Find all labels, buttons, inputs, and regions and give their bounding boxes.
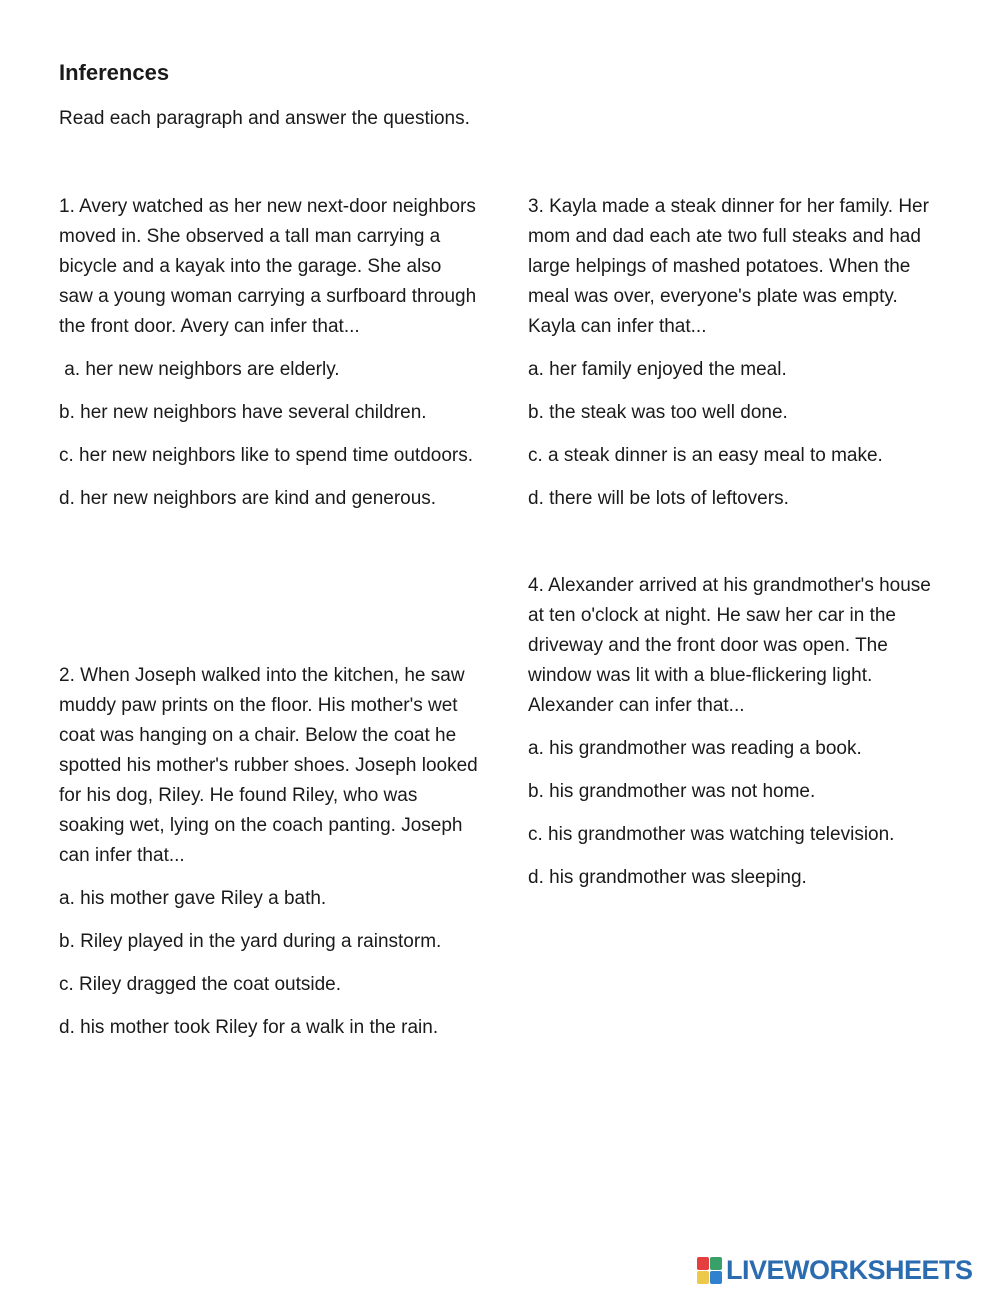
answer-option-a[interactable]: a. her new neighbors are elderly.	[59, 359, 340, 380]
answer-option-a[interactable]: a. her family enjoyed the meal.	[528, 359, 787, 380]
answer-option-c[interactable]: c. a steak dinner is an easy meal to make.	[528, 445, 883, 466]
question-prompt: 3. Kayla made a steak dinner for her family. Her mom and dad each ate two full steaks and had large helpings of mashed potatoes. When the meal was over, everyone's plate was empty. Kayla can infer that...	[528, 196, 929, 337]
answer-option-b[interactable]: b. her new neighbors have several children.	[59, 402, 427, 423]
question-prompt: 2. When Joseph walked into the kitchen, he saw muddy paw prints on the floor. His mother's wet coat was hanging on a chair. Below the coat he spotted his mother's rubber shoes. Joseph looked for his dog, Riley. He found Riley, who was soaking wet, lying on the coach panting. Joseph can infer that...	[59, 665, 478, 866]
answer-option-b[interactable]: b. his grandmother was not home.	[528, 781, 816, 802]
answer-option-c[interactable]: c. her new neighbors like to spend time outdoors.	[59, 445, 474, 466]
liveworksheets-logo	[697, 1255, 973, 1285]
answer-option-d[interactable]: d. there will be lots of leftovers.	[528, 488, 789, 509]
question-1	[59, 192, 479, 527]
logo-mark-cell	[697, 1271, 709, 1284]
question-prompt: 1. Avery watched as her new next-door neighbors moved in. She observed a tall man carrying a bicycle and a kayak into the garage. She also saw a young woman carrying a surfboard through the front door. Avery can infer that...	[59, 196, 477, 337]
logo-mark-icon	[697, 1257, 722, 1284]
question-2	[59, 661, 479, 1056]
answer-option-b[interactable]: b. the steak was too well done.	[528, 402, 788, 423]
answer-option-d[interactable]: d. her new neighbors are kind and generous.	[59, 488, 437, 509]
page-title: Inferences	[59, 60, 170, 85]
logo-text: LIVEWORKSHEETS	[726, 1254, 973, 1285]
question-3	[528, 192, 948, 527]
answer-option-a[interactable]: a. his grandmother was reading a book.	[528, 738, 862, 759]
instructions: Read each paragraph and answer the questions.	[59, 108, 470, 129]
answer-option-a[interactable]: a. his mother gave Riley a bath.	[59, 888, 327, 909]
answer-option-b[interactable]: b. Riley played in the yard during a rainstorm.	[59, 931, 442, 952]
question-4	[528, 571, 948, 906]
logo-mark-cell	[697, 1257, 709, 1270]
answer-option-d[interactable]: d. his grandmother was sleeping.	[528, 867, 807, 888]
logo-mark-cell	[710, 1271, 722, 1284]
answer-option-d[interactable]: d. his mother took Riley for a walk in the rain.	[59, 1017, 439, 1038]
answer-option-c[interactable]: c. his grandmother was watching television.	[528, 824, 895, 845]
logo-mark-cell	[710, 1257, 722, 1270]
question-prompt: 4. Alexander arrived at his grandmother's house at ten o'clock at night. He saw her car in the driveway and the front door was open. The window was lit with a blue-flickering light. Alexander can infer that...	[528, 575, 931, 716]
answer-option-c[interactable]: c. Riley dragged the coat outside.	[59, 974, 342, 995]
